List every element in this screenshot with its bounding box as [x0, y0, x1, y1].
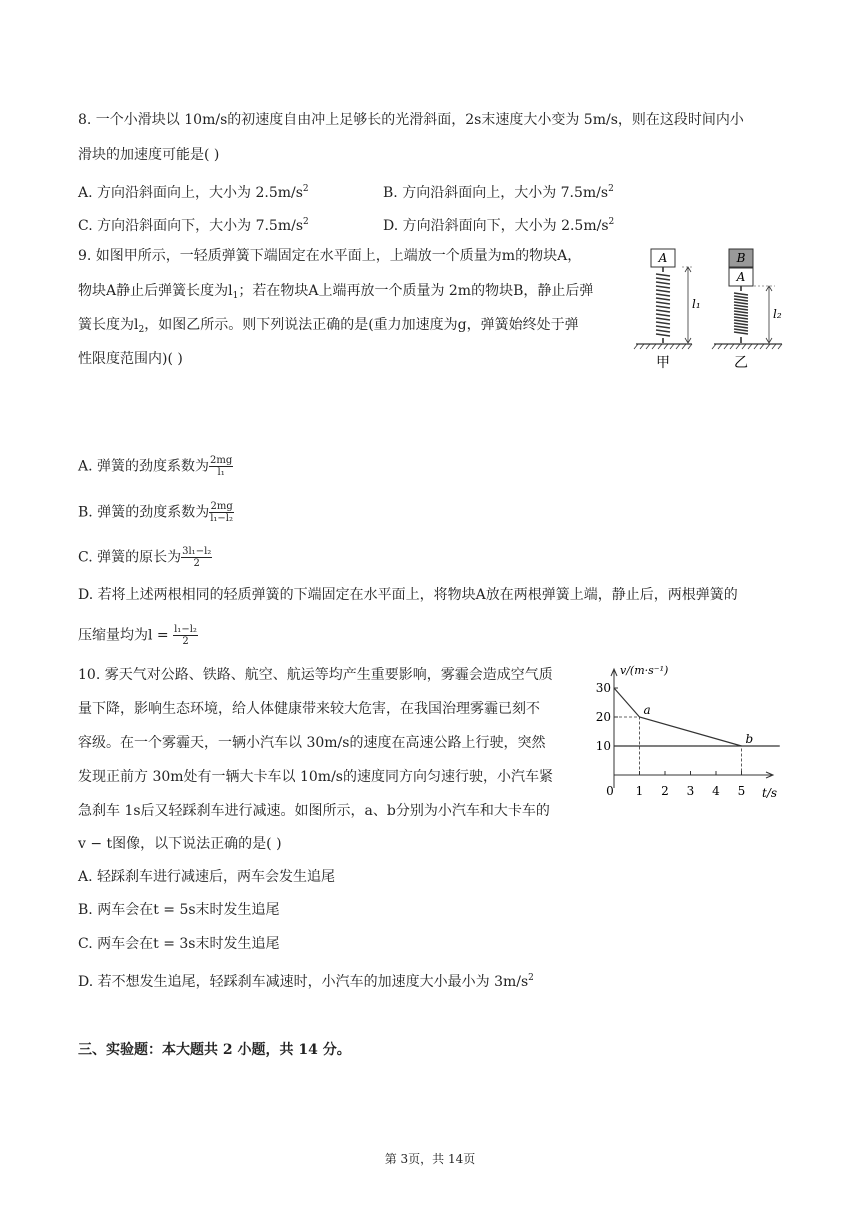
x-axis-label: t/s [762, 786, 778, 800]
q9-option-c: C. 弹簧的原长为 $\frac{\text{3l₁−l₂}}{2}$ [78, 546, 212, 569]
guide-line-b [614, 746, 742, 775]
q9-option-d-line1: D. 若将上述两根相同的轻质弹簧的下端固定在水平面上，将物块A放在两根弹簧上端，静止后，两根弹簧的 [78, 587, 738, 603]
page-footer: 第 3页，共 14页 [384, 1152, 476, 1166]
spring-figure [630, 245, 790, 370]
series-line-a [614, 688, 742, 746]
q10-line2: 量下降，影响生态环境，给人体健康带来较大危害，在我国治理雾霾已刻不 [78, 701, 540, 717]
block-a-left-label: A [658, 251, 668, 265]
label-l1: l₁ [692, 297, 701, 311]
caption-jia: 甲 [656, 355, 670, 370]
x-tick-label: 5 [737, 784, 746, 798]
y-axis-label: v/(m·s⁻¹) [620, 664, 669, 677]
ground-hatch-right [712, 344, 782, 349]
q10-option-a: A. 轻踩刹车进行减速后，两车会发生追尾 [78, 869, 336, 885]
y-tick-label: 10 [595, 739, 611, 753]
x-tick-label: 4 [712, 784, 720, 798]
spring-left [656, 267, 670, 343]
q8-line1: 8. 一个小滑块以 10m/s的初速度自由冲上足够长的光滑斜面，2s末速度大小变为 5m/s，则在这段时间内小 [78, 112, 744, 128]
q9-option-b: B. 弹簧的劲度系数为 $\frac{2mg}{\text{l₁−l₂}}$ [78, 501, 233, 524]
q8-option-b: B. 方向沿斜面向上，大小为 $7.5m/s^2$ [383, 184, 614, 201]
x-tick-label: 2 [661, 784, 669, 798]
section-3-heading: 三、实验题：本大题共 2 小题，共 14 分。 [78, 1042, 351, 1058]
q8-option-d: D. 方向沿斜面向下，大小为 $2.5m/s^2$ [383, 217, 615, 234]
y-tick-label: 30 [595, 681, 611, 695]
q9-option-d-line2: 压缩量均为l = $\frac{\text{l₁−l₂}}{2}$ [78, 624, 197, 647]
vt-chart [592, 660, 792, 805]
q10-line3: 容级。在一个雾霾天，一辆小汽车以 30m/s的速度在高速公路上行驶，突然 [78, 735, 546, 751]
x-tick-label: 1 [635, 784, 644, 798]
q10-option-d: D. 若不想发生追尾，轻踩刹车减速时，小汽车的加速度大小最小为 $3m/s^2$ [78, 973, 534, 990]
point-label-a: a [643, 703, 651, 717]
x-tick-label: 0 [606, 784, 614, 798]
q9-option-a: A. 弹簧的劲度系数为 $\frac{2mg}{\text{l₁}}$ [78, 455, 233, 478]
y-tick-label: 20 [595, 710, 611, 724]
spring-right [734, 286, 748, 343]
q9-line3: 簧长度为$l_2$，如图乙所示。则下列说法正确的是(重力加速度为g，弹簧始终处于弹 [78, 317, 579, 335]
chart-marks [596, 681, 780, 798]
q10-line5: 急刹车 1s后又轻踩刹车进行减速。如图所示，a、b分别为小汽车和大卡车的 [78, 803, 550, 819]
block-a-right-label: A [736, 270, 746, 284]
caption-yi: 乙 [734, 355, 748, 370]
ground-hatch-left [634, 344, 692, 349]
q10-option-b: B. 两车会在t = 5s末时发生追尾 [78, 902, 280, 918]
q8-line2: 滑块的加速度可能是( ) [78, 147, 220, 163]
q9-line2: 物块A静止后弹簧长度为$l_1$；若在物块A上端再放一个质量为 2m的物块B，静止后弹 [78, 283, 594, 301]
point-label-b: b [745, 732, 754, 746]
q10-line1: 10. 雾天气对公路、铁路、航空、航运等均产生重要影响，雾霾会造成空气质 [78, 667, 553, 683]
q8-option-a: A. 方向沿斜面向上，大小为 $2.5m/s^2$ [78, 184, 309, 201]
q9-line4: 性限度范围内)( ) [78, 351, 183, 367]
q10-option-c: C. 两车会在t = 3s末时发生追尾 [78, 936, 280, 952]
q8-option-c: C. 方向沿斜面向下，大小为 $7.5m/s^2$ [78, 217, 309, 234]
label-l2: l₂ [773, 307, 782, 321]
block-b-right-label: B [736, 251, 746, 265]
q10-line6: v − t图像，以下说法正确的是( ) [78, 836, 282, 852]
q9-line1: 9. 如图甲所示，一轻质弹簧下端固定在水平面上，上端放一个质量为m的物块A， [78, 248, 582, 264]
q10-line4: 发现正前方 30m处有一辆大卡车以 10m/s的速度同方向匀速行驶，小汽车紧 [78, 769, 553, 785]
x-tick-label: 3 [686, 784, 695, 798]
